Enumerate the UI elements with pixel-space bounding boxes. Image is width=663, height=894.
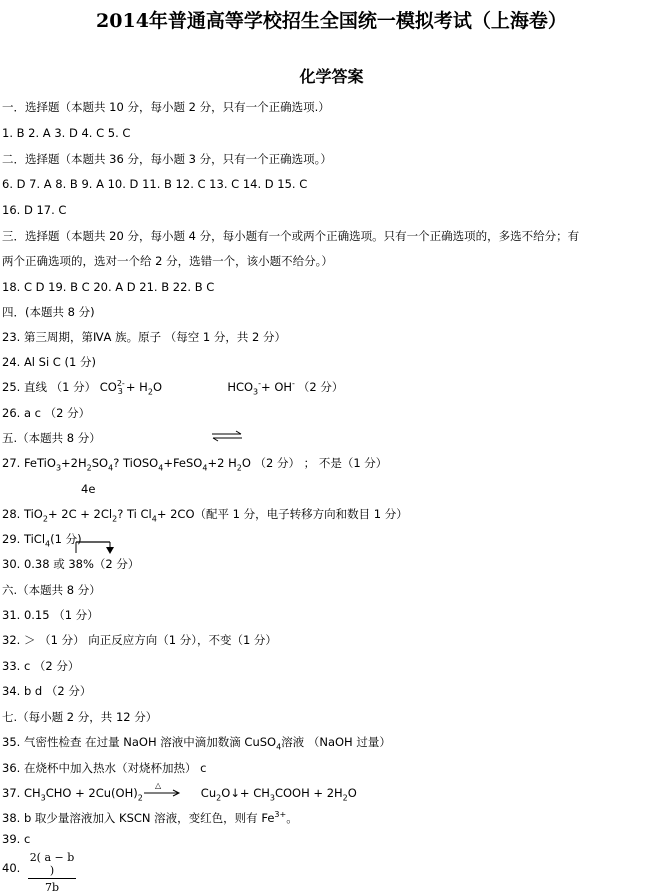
answers-6-15: 6. D 7. A 8. B 9. A 10. D 11. B 12. C 13. C 14. D 15. C — [2, 177, 308, 191]
page-subtitle: 化学答案 — [299, 67, 364, 86]
answer-40-label: 40. — [2, 861, 21, 875]
answer-26: 26. a c （2 分） — [2, 406, 91, 420]
reaction-arrow-icon — [143, 789, 181, 797]
answer-27: 27. $FeTiO_3+2H_2SO_4$? TiOSO$_4$+FeSO$_4$+2 $H_2O$ （2 分） ； 不是（1 分） — [2, 456, 388, 473]
answers-16-17: 16. D 17. C — [2, 203, 67, 217]
fraction-numerator: 2( a − b ) — [29, 851, 75, 877]
answer-23: 23. 第三周期，第ⅣA 族。原子 （每空 1 分，共 2 分） — [2, 330, 286, 344]
section-6-heading: 六.（本题共 8 分） — [2, 583, 101, 597]
answer-40-fraction — [28, 851, 76, 894]
answer-34: 34. b d （2 分） — [2, 684, 92, 698]
answer-39: 39. c — [2, 832, 31, 846]
section-3-heading: 三．选择题（本题共 20 分，每小题 4 分，每小题有一个或两个正确选项。只有一个正确选项的，多选不给分；有 — [2, 229, 580, 243]
section-5-heading: 五.（本题共 8 分） — [2, 431, 101, 445]
section-2-heading: 二．选择题（本题共 36 分，每小题 3 分，只有一个正确选项。） — [2, 152, 332, 166]
section-3-heading-cont: 两个正确选项的，选对一个给 2 分，选错一个，该小题不给分。） — [2, 254, 333, 268]
page-title: 2014年普通高等学校招生全国统一模拟考试（上海卷） — [96, 10, 567, 32]
answer-29: 29. TiCl$_4$(1 分) — [2, 532, 82, 549]
answer-35: 35. 气密性检查 在过量 NaOH 溶液中滴加数滴 CuSO$_4$溶液 （NaOH 过量） — [2, 735, 391, 752]
equilibrium-arrow-icon — [211, 430, 243, 442]
answer-30: 30. 0.38 或 38%（2 分） — [2, 557, 140, 571]
answers-1-5: 1. B 2. A 3. D 4. C 5. C — [2, 126, 131, 140]
answers-18-22: 18. C D 19. B C 20. A D 21. B 22. B C — [2, 280, 215, 294]
heat-symbol: △ — [155, 781, 162, 790]
section-4-heading: 四．(本题共 8 分) — [2, 305, 95, 319]
answer-38: 38. b 取少量溶液加入 KSCN 溶液，变红色，则有 $Fe^{3+}$。 — [2, 810, 298, 825]
answer-24: 24. Al Si C (1 分) — [2, 355, 96, 369]
answer-37: 37. $CH_3CHO + 2Cu(OH)_2$ $Cu_2O↓+$ $CH_3COOH + 2H_2O$ — [2, 786, 357, 803]
answer-33: 33. c （2 分） — [2, 659, 80, 673]
answer-32: 32. ＞ （1 分） 向正反应方向（1 分），不变（1 分） — [2, 633, 277, 647]
section-7-heading: 七.（每小题 2 分，共 12 分） — [2, 710, 158, 724]
electron-transfer-label: 4e — [81, 482, 96, 496]
answer-31: 31. 0.15 （1 分） — [2, 608, 99, 622]
answer-36: 36. 在烧杯中加入热水（对烧杯加热） c — [2, 761, 207, 775]
answer-25: 25. 直线 （1 分） $CO^{2-}_3+ H_2O$ $HCO_3^-+ OH^-$ （2 分） — [2, 379, 344, 397]
electron-transfer-arrow-icon — [70, 536, 118, 556]
answer-28: 28. $TiO_2+ 2C + 2Cl_2$? Ti $Cl_4+ 2CO$（配平 1 分，电子转移方向和数目 1 分） — [2, 507, 408, 524]
fraction-denominator: 7b — [44, 881, 60, 894]
section-1-heading: 一．选择题（本题共 10 分，每小题 2 分，只有一个正确选项.） — [2, 100, 330, 114]
